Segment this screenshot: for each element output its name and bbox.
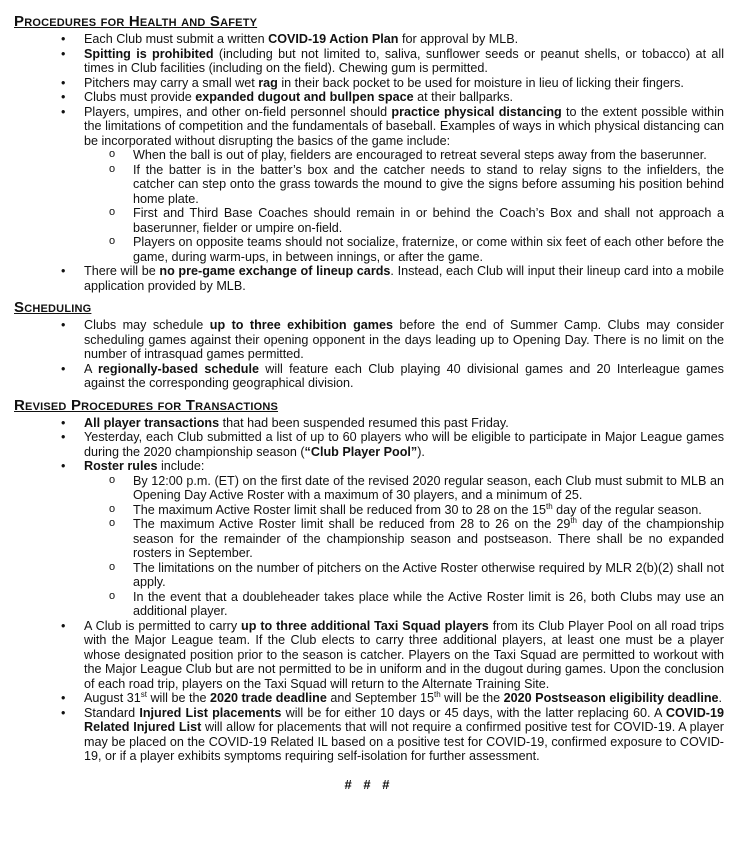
sub-list-item: o The limitations on the number of pitchers on the Active Roster otherwise required by MLR 2(b)(2) shall not apply. — [84, 561, 724, 590]
list-item: • August 31st will be the 2020 trade deadline and September 15th will be the 2020 Postseason eligibility deadline. — [14, 691, 724, 706]
list-item: • Yesterday, each Club submitted a list of up to 60 players who will be eligible to participate in Major League games during the 2020 championship season (“Club Player Pool”). — [14, 430, 724, 459]
section-scheduling — [14, 299, 724, 391]
sub-list-item: o First and Third Base Coaches should remain in or behind the Coach’s Box and shall not approach a baserunner, fielder or umpire on-field. — [84, 206, 724, 235]
sub-list-item: o If the batter is in the batter’s box and the catcher needs to stand to relay signs to the infielders, the catcher can step onto the grass towards the mound to give the signs before assuming his position behind home plate. — [84, 163, 724, 207]
end-marker: # # # — [344, 776, 394, 792]
section-transactions — [14, 397, 724, 764]
section-title-health-safety: Procedures for Health and Safety — [14, 13, 258, 30]
sub-list-item: o When the ball is out of play, fielders are encouraged to retreat several steps away from the baserunner. — [84, 148, 724, 163]
list-item: • Each Club must submit a written COVID-19 Action Plan for approval by MLB. — [14, 32, 724, 47]
list-item: • Clubs must provide expanded dugout and bullpen space at their ballparks. — [14, 90, 724, 105]
transactions-list — [14, 416, 724, 764]
list-item: • Roster rules include: o By 12:00 p.m. (ET) on the first date of the revised 2020 regular season, each Club must submit to MLB an Opening Day Active Roster with a maximum of 30 players, and a minimum of 25. o The maximum Active Roster limit shall be reduced from 30 to 28 on the 15th day of the regular season. o The maximum Active Roster limit shall be reduced from 28 to 26 on the 29th day of the championship season for the remainder of the championship season and postseason. There shall be no expanded rosters in September. o The limitations on the number of pitchers on the Active Roster otherwise required by MLR 2(b)(2) shall not apply. o In the event that a doubleheader takes place while the Active Roster limit is 26, both Clubs may use an additional player. — [14, 459, 724, 619]
scheduling-list — [14, 318, 724, 391]
distancing-sublist — [84, 148, 724, 264]
list-item: • Players, umpires, and other on-field personnel should practice physical distancing to the extent possible within the limitations of competition and the fundamentals of baseball. Examples of ways in which physical distancing can be incorporated without disrupting the basics of the game include: o When the ball is out of play, fielders are encouraged to retreat several steps away from the baserunner. o If the batter is in the batter’s box and the catcher needs to stand to relay signs to the infielders, the catcher can step onto the grass towards the mound to give the signs before assuming his position behind home plate. o First and Third Base Coaches should remain in or behind the Coach’s Box and shall not approach a baserunner, fielder or umpire on-field. o Players on opposite teams should not socialize, fraternize, or come within six feet of each other before the game, during warm-ups, in between innings, or after the game. — [14, 105, 724, 265]
sub-list-item: o Players on opposite teams should not socialize, fraternize, or come within six feet of each other before the game, during warm-ups, in between innings, or after the game. — [84, 235, 724, 264]
list-item: • A regionally-based schedule will feature each Club playing 40 divisional games and 20 Interleague games against the corresponding geographical division. — [14, 362, 724, 391]
roster-rules-sublist — [84, 474, 724, 619]
list-item: • A Club is permitted to carry up to three additional Taxi Squad players from its Club Player Pool on all road trips with the Major League team. If the Club elects to carry three additional players, at least one must be a player whose designated position prior to the season is catcher. Players on the Taxi Squad are permitted to workout with the Major League Club but are not permitted to be in uniform and in the dugout during games. Upon the conclusion of each road trip, players on the Taxi Squad will return to the Alternate Training Site. — [14, 619, 724, 692]
list-item: • Clubs may schedule up to three exhibition games before the end of Summer Camp. Clubs may consider scheduling games against their opening opponent in the days leading up to Opening Day. There is no limit on the number of intrasquad games permitted. — [14, 318, 724, 362]
sub-list-item: o By 12:00 p.m. (ET) on the first date of the revised 2020 regular season, each Club must submit to MLB an Opening Day Active Roster with a maximum of 30 players, and a minimum of 25. — [84, 474, 724, 503]
sub-list-item: o The maximum Active Roster limit shall be reduced from 30 to 28 on the 15th day of the regular season. — [84, 503, 724, 518]
sub-list-item: o In the event that a doubleheader takes place while the Active Roster limit is 26, both Clubs may use an additional player. — [84, 590, 724, 619]
list-item: • All player transactions that had been suspended resumed this past Friday. — [14, 416, 724, 431]
section-health-safety — [14, 13, 724, 293]
list-item: • Pitchers may carry a small wet rag in their back pocket to be used for moisture in lieu of licking their fingers. — [14, 76, 724, 91]
section-title-transactions: Revised Procedures for Transactions — [14, 396, 279, 414]
list-item: • Standard Injured List placements will be for either 10 days or 45 days, with the latter replacing 60. A COVID-19 Related Injured List will allow for placements that will not require a confirmed positive test for COVID-19. A player may be placed on the COVID-19 Related IL based on a positive test for COVID-19, confirmed exposure to COVID-19, or if a player exhibits symptoms requiring self-isolation for further assessment. — [14, 706, 724, 764]
health-list — [14, 32, 724, 293]
sub-list-item: o The maximum Active Roster limit shall be reduced from 28 to 26 on the 29th day of the championship season for the remainder of the championship season and postseason. There shall be no expanded rosters in September. — [84, 517, 724, 561]
section-title-scheduling: Scheduling — [14, 299, 92, 316]
list-item: • There will be no pre-game exchange of lineup cards. Instead, each Club will input their lineup card into a mobile application provided by MLB. — [14, 264, 724, 293]
list-item: • Spitting is prohibited (including but not limited to, saliva, sunflower seeds or peanut shells, or tobacco) at all times in Club facilities (including on the field). Chewing gum is permitted. — [14, 47, 724, 76]
